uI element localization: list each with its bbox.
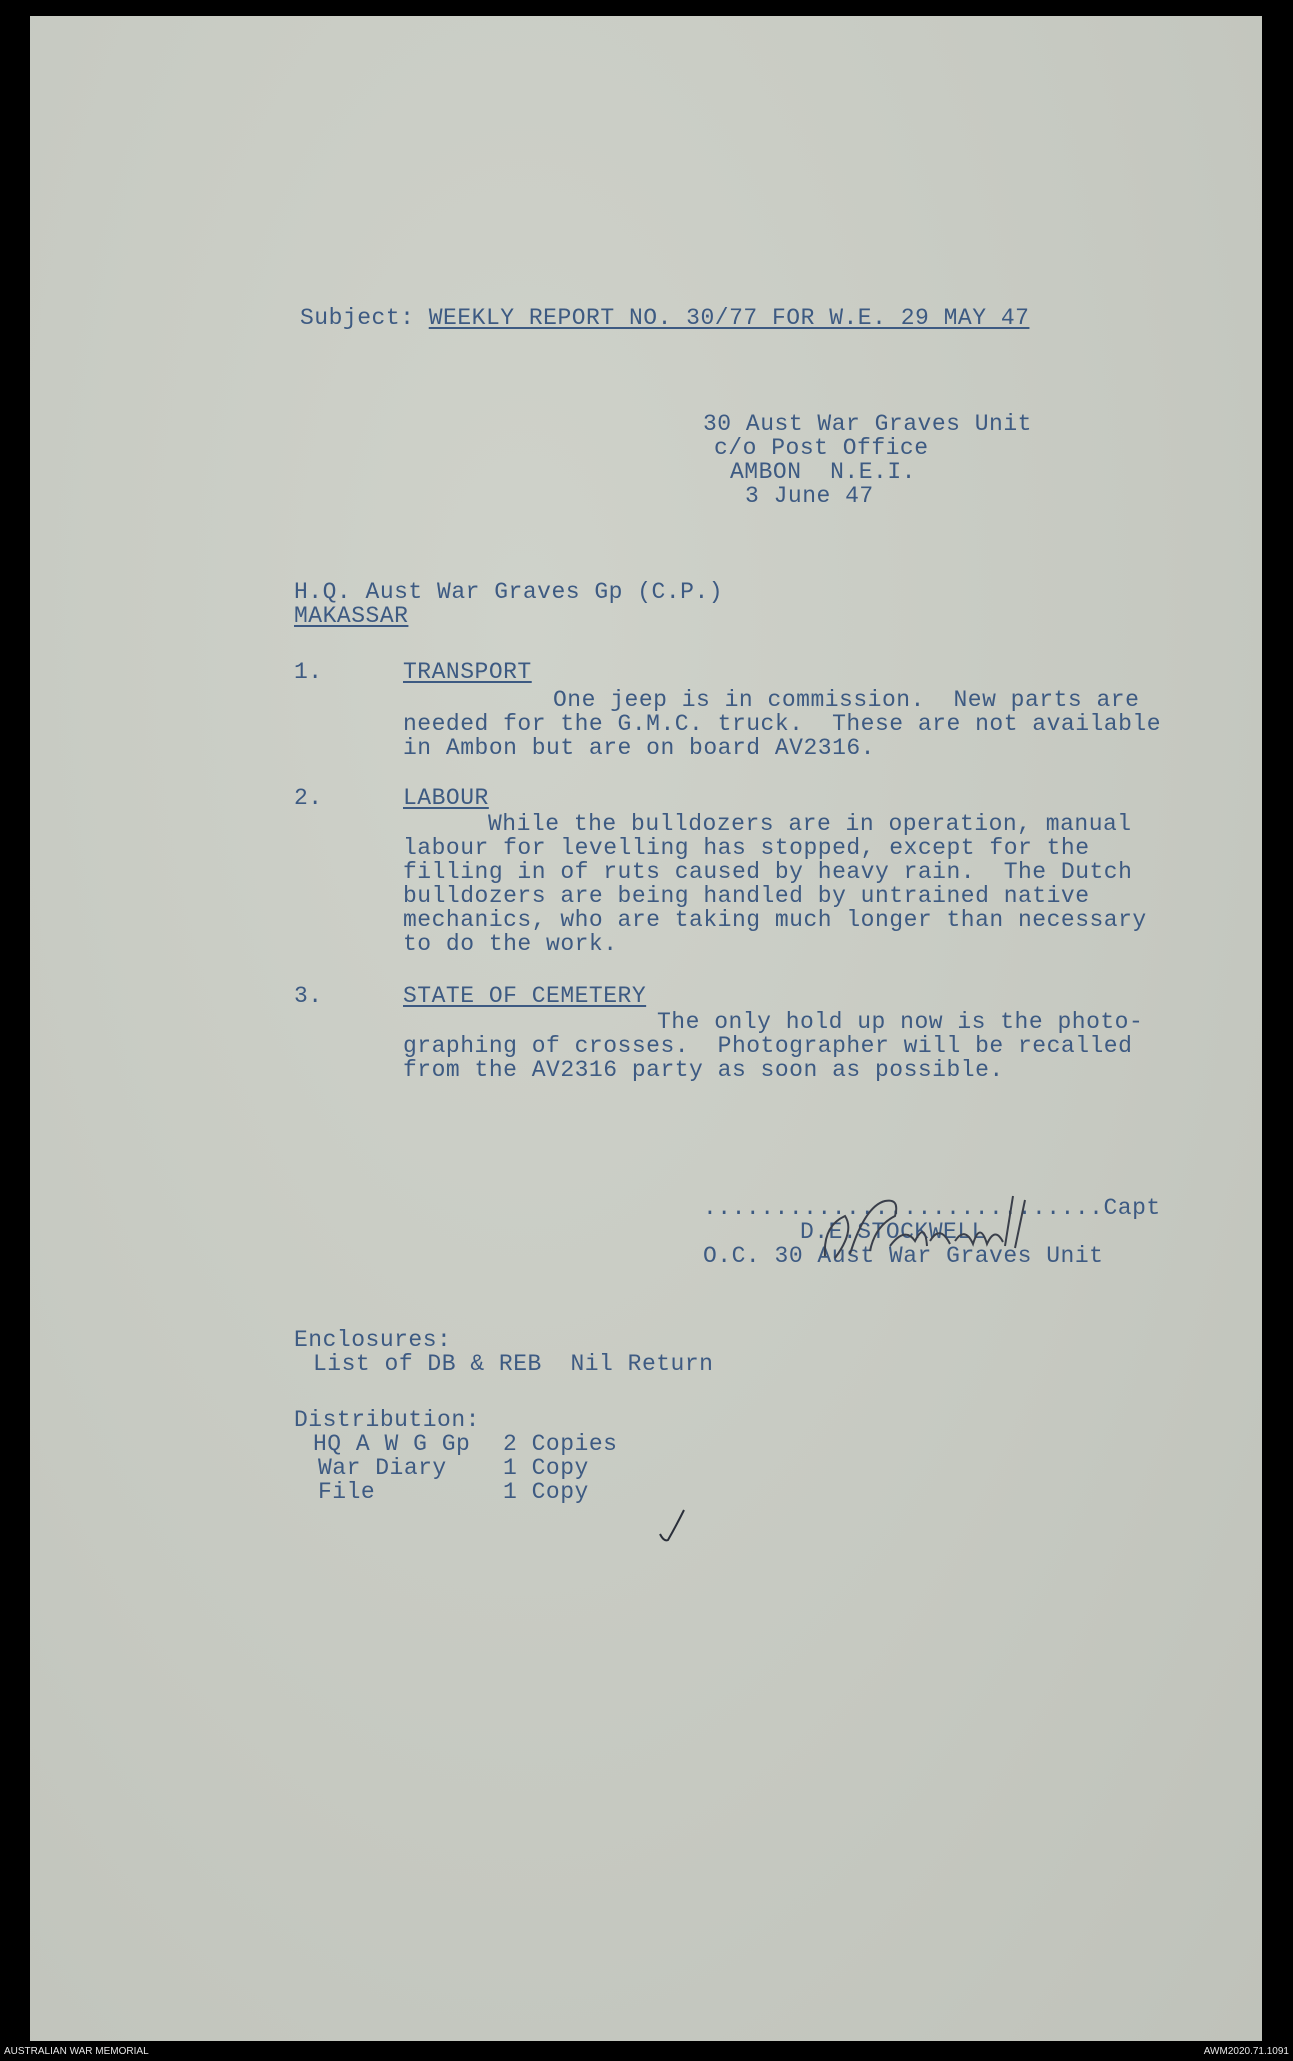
section-1-line-2: needed for the G.M.C. truck. These are not available [403, 711, 1162, 737]
subject-label: Subject: [300, 305, 415, 331]
section-1-line-1: One jeep is in commission. New parts are [553, 687, 1140, 713]
section-2-line-3: filling in of ruts caused by heavy rain. The Dutch [403, 859, 1133, 885]
section-3-line-2: graphing of crosses. Photographer will be recalled [403, 1033, 1133, 1059]
distribution-row-2-qty: 1 Copy [503, 1455, 589, 1481]
section-2-heading: LABOUR [403, 785, 489, 811]
distribution-label: Distribution: [294, 1407, 480, 1433]
section-2-line-1: While the bulldozers are in operation, manual [488, 811, 1132, 837]
section-1-number: 1. [294, 659, 323, 685]
recipient-line-1: H.Q. Aust War Graves Gp (C.P.) [294, 579, 724, 605]
section-1-line-3: in Ambon but are on board AV2316. [403, 735, 875, 761]
section-2-line-2: labour for levelling has stopped, except for the [403, 835, 1090, 861]
section-3-heading: STATE OF CEMETERY [403, 983, 647, 1009]
recipient-line-2: MAKASSAR [294, 603, 409, 629]
sender-line-1: 30 Aust War Graves Unit [703, 411, 1032, 437]
signatory-title: O.C. 30 Aust War Graves Unit [703, 1243, 1104, 1269]
archive-credit: AUSTRALIAN WAR MEMORIAL [4, 2046, 149, 2057]
section-3-number: 3. [294, 983, 323, 1009]
signature-dotted-line: ............................Capt [703, 1195, 1161, 1221]
section-2-number: 2. [294, 785, 323, 811]
section-2-line-4: bulldozers are being handled by untrained native [403, 883, 1090, 909]
signatory-name: D.E.STOCKWELL [800, 1219, 986, 1245]
handwritten-tick-icon [658, 1508, 688, 1548]
sender-line-2: c/o Post Office [714, 435, 929, 461]
archive-reference: AWM2020.71.1091 [1203, 2046, 1289, 2057]
section-1-heading: TRANSPORT [403, 659, 532, 685]
section-3-line-1: The only hold up now is the photo- [657, 1009, 1144, 1035]
section-2-line-5: mechanics, who are taking much longer than necessary [403, 907, 1147, 933]
subject-line [300, 306, 1029, 331]
sender-date: 3 June 47 [745, 483, 874, 509]
sender-line-3: AMBON N.E.I. [730, 459, 916, 485]
document-page [30, 16, 1262, 2041]
distribution-row-2-to: War Diary [318, 1455, 447, 1481]
distribution-row-1-qty: 2 Copies [503, 1431, 618, 1457]
distribution-row-3-qty: 1 Copy [503, 1479, 589, 1505]
section-2-line-6: to do the work. [403, 931, 618, 957]
enclosures-label: Enclosures: [294, 1327, 452, 1353]
handwritten-signature [815, 1186, 1045, 1276]
distribution-row-3-to: File [318, 1479, 376, 1505]
section-3-line-3: from the AV2316 party as soon as possible. [403, 1057, 1004, 1083]
distribution-row-1-to: HQ A W G Gp [313, 1431, 471, 1457]
subject-value: WEEKLY REPORT NO. 30/77 FOR W.E. 29 MAY 47 [428, 305, 1030, 331]
enclosures-item: List of DB & REB Nil Return [313, 1351, 714, 1377]
